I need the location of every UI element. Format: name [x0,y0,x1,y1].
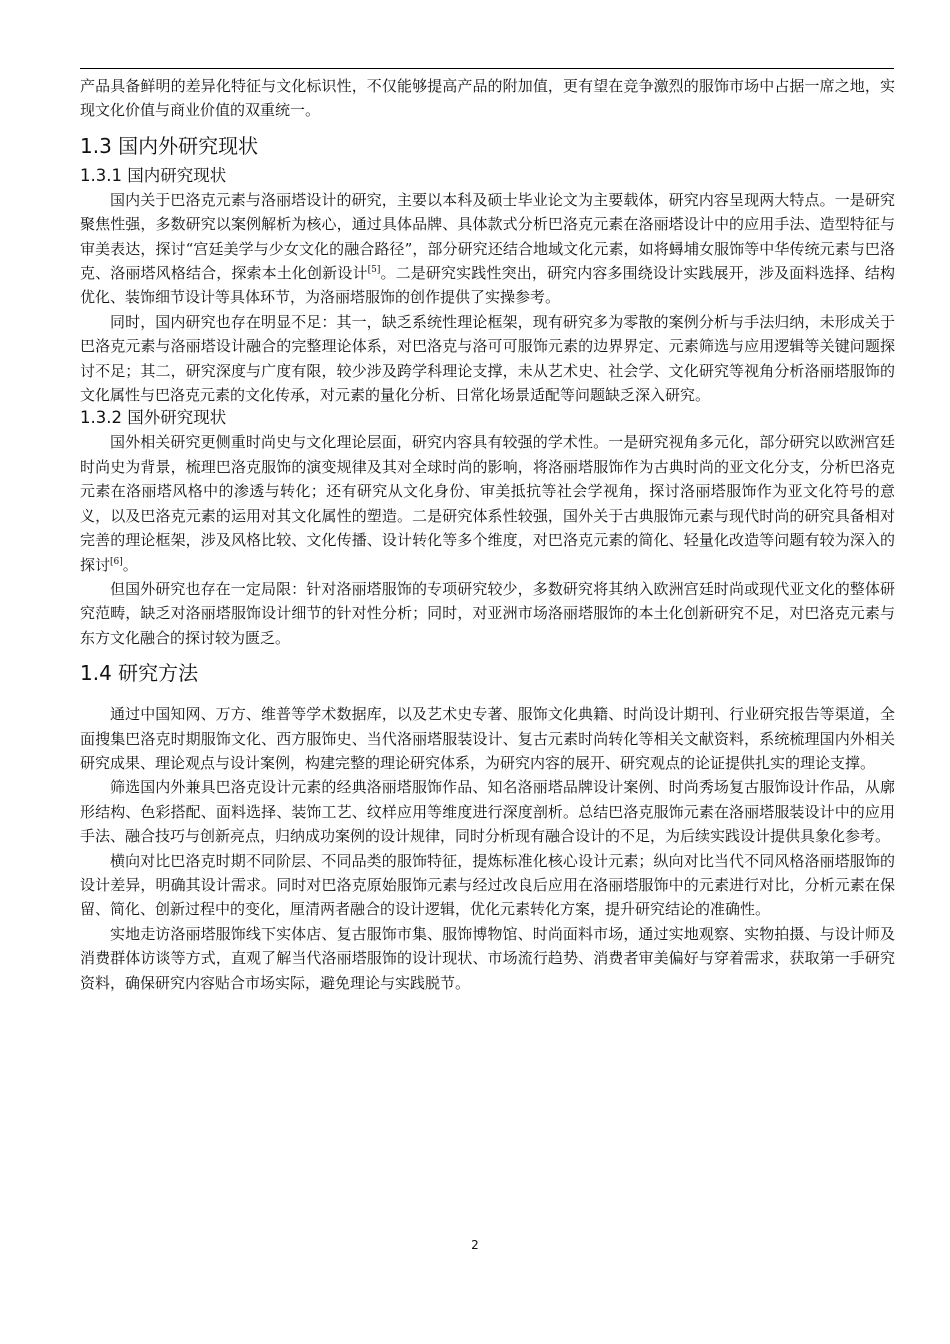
page-content [80,74,895,995]
domestic-research-paragraph-1 [80,188,895,310]
citation-5: [5] [367,265,381,276]
method-paragraph-comparison: 横向对比巴洛克时期不同阶层、不同品类的服饰特征，提炼标准化核心设计元素；纵向对比当代不同风格洛丽塔服饰的设计差异，明确其设计需求。同时对巴洛克原始服饰元素与经过改良后应用在洛丽塔服饰中的元素进行对比，分析元素在保留、简化、创新过程中的变化，厘清两者融合的设计逻辑，优化元素转化方案，提升研究结论的准确性。 [80,851,895,919]
foreign-research-text: 国外相关研究更侧重时尚史与文化理论层面，研究内容具有较强的学术性。一是研究视角多元化，部分研究以欧洲宫廷时尚史为背景，梳理巴洛克服饰的演变规律及其对全球时尚的影响，将洛丽塔服饰作为古典时尚的亚文化分支，分析巴洛克元素在洛丽塔风格中的渗透与转化；还有研究从文化身份、审美抵抗等社会学视角，探讨洛丽塔服饰作为亚文化符号的意义，以及巴洛克元素的运用对其文化属性的塑造。二是研究体系性较强，国外关于古典服饰元素与现代时尚的研究具备相对完善的理论框架，涉及风格比较、文化传播、设计转化等多个维度，对巴洛克元素的简化、轻量化改造等问题有较为深入的探讨 [80,433,895,574]
page-number: 2 [471,1238,479,1252]
section-heading-1-4: 1.4 研究方法 [80,661,199,686]
subsection-heading-1-3-1: 1.3.1 国内研究现状 [80,165,227,185]
method-paragraph-field-research: 实地走访洛丽塔服饰线下实体店、复古服饰市集、服饰博物馆、时尚面料市场，通过实地观察、实物拍摄、与设计师及消费群体访谈等方式，直观了解当代洛丽塔服饰的设计现状、市场流行趋势、消费者审美偏好与穿着需求，获取第一手研究资料，确保研究内容贴合市场实际，避免理论与实践脱节。 [80,924,895,992]
citation-6: [6] [110,556,123,567]
intro-paragraph: 产品具备鲜明的差异化特征与文化标识性，不仅能够提高产品的附加值，更有望在竞争激烈的服饰市场中占据一席之地，实现文化价值与商业价值的双重统一。 [80,77,895,120]
foreign-research-paragraph-1 [80,430,895,576]
foreign-research-paragraph-2: 但国外研究也存在一定局限：针对洛丽塔服饰的专项研究较少，多数研究将其纳入欧洲宫廷时尚或现代亚文化的整体研究范畴，缺乏对洛丽塔服饰设计细节的针对性分析；同时，对亚洲市场洛丽塔服饰的本土化创新研究不足，对巴洛克元素与东方文化融合的探讨较为匮乏。 [80,579,895,647]
subsection-heading-1-3-2: 1.3.2 国外研究现状 [80,408,227,428]
domestic-research-paragraph-2: 同时，国内研究也存在明显不足：其一，缺乏系统性理论框架，现有研究多为零散的案例分析与手法归纳，未形成关于巴洛克元素与洛丽塔设计融合的完整理论体系，对巴洛克与洛可可服饰元素的边界界定、元素筛选与应用逻辑等关键问题探讨不足；其二，研究深度与广度有限，较少涉及跨学科理论支撑，未从艺术史、社会学、文化研究等视角分析洛丽塔服饰的文化属性与巴洛克元素的文化传承，对元素的量化分析、日常化场景适配等问题缺乏深入研究。 [80,312,895,405]
domestic-research-text-tail: 。二是研究实践性突出，研究内容多围绕设计实践展开，涉及面料选择、结构优化、装饰细节设计等具体环节，为洛丽塔服饰的创作提供了实操参考。 [80,264,895,307]
method-paragraph-literature: 通过中国知网、万方、维普等学术数据库，以及艺术史专著、服饰文化典籍、时尚设计期刊、行业研究报告等渠道，全面搜集巴洛克时期服饰文化、西方服饰史、当代洛丽塔服装设计、复古元素时尚转化等相关文献资料，系统梳理国内外相关研究成果、理论观点与设计案例，构建完整的理论研究体系，为研究内容的展开、研究观点的论证提供扎实的理论支撑。 [80,705,895,772]
foreign-research-text-tail: 。 [122,555,138,574]
domestic-research-text: 国内关于巴洛克元素与洛丽塔设计的研究，主要以本科及硕士毕业论文为主要载体，研究内容呈现两大特点。一是研究聚焦性强，多数研究以案例解析为核心，通过具体品牌、具体款式分析巴洛克元素在洛丽塔设计中的应用手法、造型特征与审美表达，探讨“宫廷美学与少女文化的融合路径”，部分研究还结合地域文化元素，如将蟳埔女服饰等中华传统元素与巴洛克、洛丽塔风格结合，探索本土化创新设计 [80,190,895,283]
method-paragraph-case-study: 筛选国内外兼具巴洛克设计元素的经典洛丽塔服饰作品、知名洛丽塔品牌设计案例、时尚秀场复古服饰设计作品，从廓形结构、色彩搭配、面料选择、装饰工艺、纹样应用等维度进行深度剖析。总结巴洛克服饰元素在洛丽塔服装设计中的应用手法、融合技巧与创新亮点，归纳成功案例的设计规律，同时分析现有融合设计的不足，为后续实践设计提供具象化参考。 [80,778,895,846]
section-heading-1-3: 1.3 国内外研究现状 [80,133,259,158]
header-rule [80,68,894,69]
